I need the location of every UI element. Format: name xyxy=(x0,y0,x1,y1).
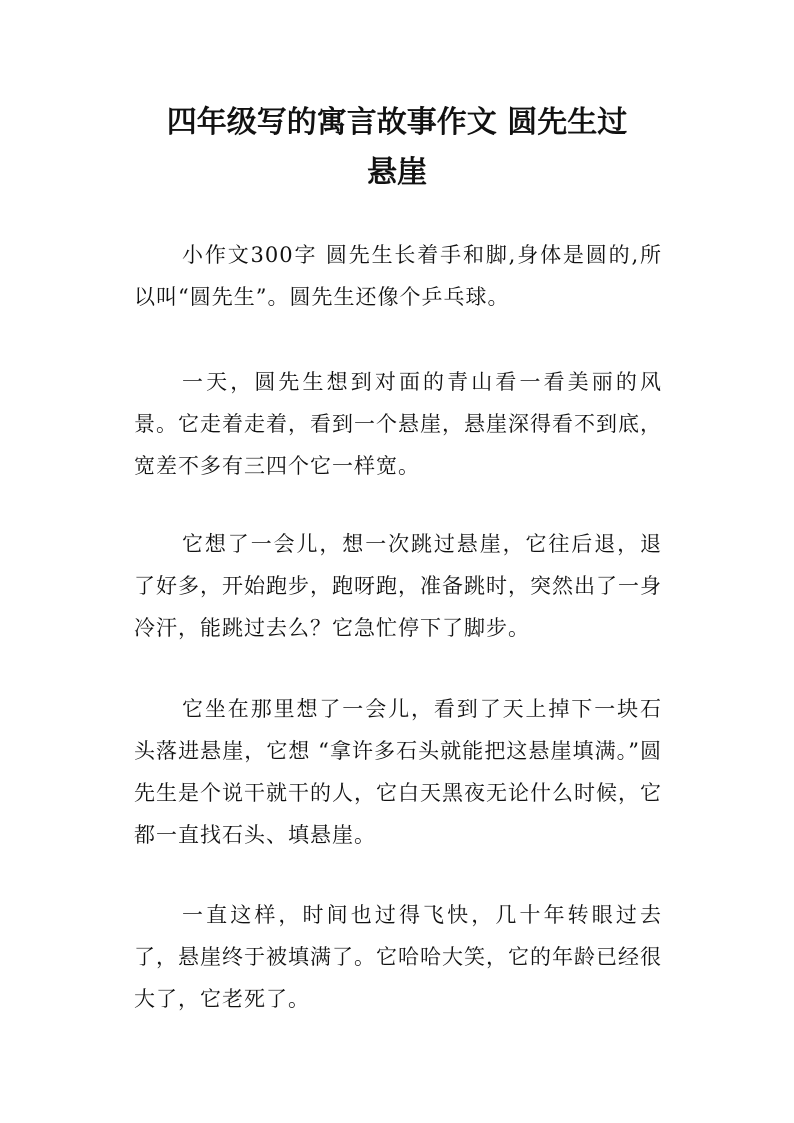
title-line-1: 四年级写的寓言故事作文 圆先生过 xyxy=(166,105,628,140)
paragraph-2: 一天，圆先生想到对面的青山看一看美丽的风景。它走着走着，看到一个悬崖，悬崖深得看不到底，宽差不多有三四个它一样宽。 xyxy=(134,370,662,478)
paragraph-1: 小作文300字 圆先生长着手和脚,身体是圆的,所以叫“圆先生”。圆先生还像个乒乓球。 xyxy=(134,243,662,309)
paragraph-3: 它想了一会儿，想一次跳过悬崖，它往后退，退了好多，开始跑步，跑呀跑，准备跳时，突然出了一身冷汗，能跳过去么？它急忙停下了脚步。 xyxy=(134,532,662,640)
document-title xyxy=(120,98,674,198)
paragraph-5: 一直这样，时间也过得飞快，几十年转眼过去了，悬崖终于被填满了。它哈哈大笑，它的年龄已经很大了，它老死了。 xyxy=(134,903,662,1011)
paragraph-4: 它坐在那里想了一会儿，看到了天上掉下一块石头落进悬崖，它想 “拿许多石头就能把这悬崖填满。”圆先生是个说干就干的人，它白天黑夜无论什么时候，它都一直找石头、填悬崖。 xyxy=(134,697,662,847)
title-line-2: 悬崖 xyxy=(367,155,427,190)
